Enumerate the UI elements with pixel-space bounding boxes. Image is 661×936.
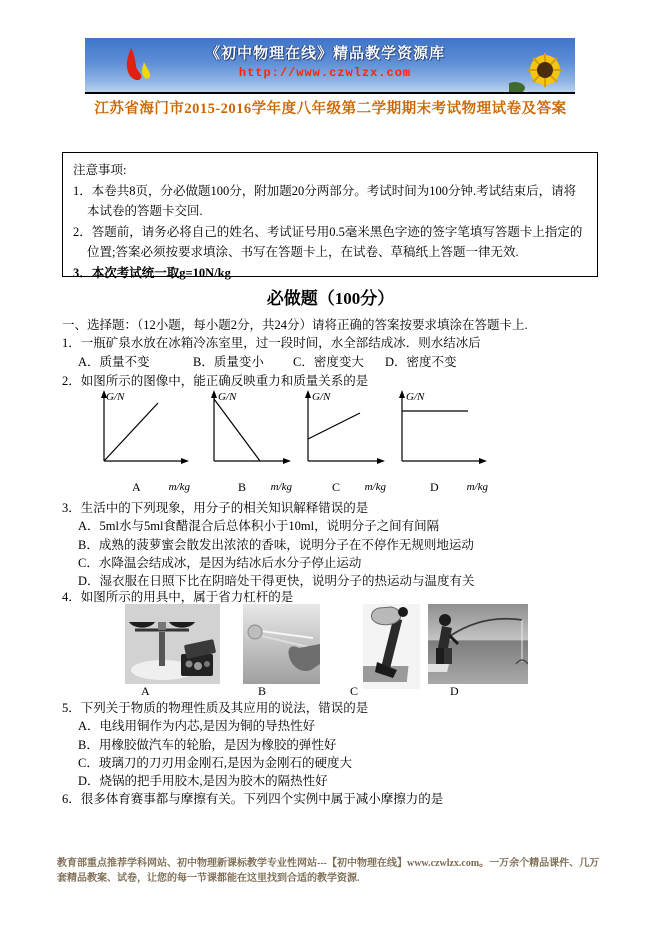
graph-b-y-axis-label: G/N xyxy=(218,391,237,403)
banner-texts xyxy=(175,42,475,80)
question-3-stem: 3．生活中的下列现象，用分子的相关知识解释错误的是 xyxy=(62,501,369,515)
q4-image-d-label: D xyxy=(450,684,459,698)
question-1-options xyxy=(62,352,582,368)
q4-image-a-label: A xyxy=(141,684,150,698)
graph-b-falling-line xyxy=(200,389,292,495)
page-title: 江苏省海门市2015-2016学年度八年级第二学期期末考试物理试卷及答案 xyxy=(94,101,567,117)
section-heading: 必做题（100分） xyxy=(266,289,395,308)
question-4-stem: 4．如图所示的用具中，属于省力杠杆的是 xyxy=(62,590,294,604)
graph-c-letter: C xyxy=(332,480,341,494)
question-5-stem: 5．下列关于物质的物理性质及其应用的说法，错误的是 xyxy=(62,701,369,715)
graph-c-y-axis-label: G/N xyxy=(312,391,331,403)
notice-item-3: 3．本次考试统一取g=10N/kg xyxy=(73,265,231,280)
question-2-graphs xyxy=(88,389,508,495)
q5-option-b: B．用橡胶做汽车的轮胎，是因为橡胶的弹性好 xyxy=(78,737,337,752)
q1-option-b: B．质量变小 xyxy=(193,355,264,369)
graph-a-proportional-line xyxy=(88,389,190,495)
brand-flame-icon xyxy=(117,44,161,88)
question-1-stem: 1．一瓶矿泉水放在冰箱冷冻室里，过一段时间，水全部结成冰．则水结冰后 xyxy=(62,336,481,350)
question-5 xyxy=(62,699,368,790)
header-divider xyxy=(85,92,575,94)
graph-a-letter: A xyxy=(132,480,141,494)
question-3 xyxy=(62,499,475,590)
notice-item-2: 2．答题前，请务必将自己的姓名、考试证号用0.5毫米黑色字迹的签字笔填写答题卡上指定的位置;答案必须按要求填涂、书写在答题卡上，在试卷、草稿纸上答题一律无效. xyxy=(73,224,583,259)
fishing-rod-image xyxy=(428,604,528,684)
graph-a-x-axis-label: m/kg xyxy=(168,481,190,493)
brand-title: 《初中物理在线》精品教学资源库 xyxy=(204,46,445,62)
q4-image-b-label: B xyxy=(258,684,267,698)
q5-option-d: D．烧锅的把手用胶木,是因为胶木的隔热性好 xyxy=(78,774,328,789)
q3-option-d: D．湿衣服在日照下比在阴暗处干得更快，说明分子的热运动与温度有关 xyxy=(78,574,475,589)
footer-promo-text: 教育部重点推荐学科网站、初中物理新课标教学专业性网站---【初中物理在线】www.czwlzx.com。一万余个精品课件、几万套精品教案、试卷，让您的每一节课都能在这里找到合适的教学资源. xyxy=(57,858,600,884)
graph-b-letter: B xyxy=(238,480,247,494)
chopsticks-image xyxy=(243,604,320,684)
q1-option-c: C．密度变大 xyxy=(293,355,364,369)
graph-b-x-axis-label: m/kg xyxy=(270,481,292,493)
q5-option-c: C．玻璃刀的刀刃用金刚石,是因为金刚石的硬度大 xyxy=(78,755,352,770)
graph-d-letter: D xyxy=(430,480,439,494)
q3-option-c: C．水降温会结成冰，是因为结冰后水分子停止运动 xyxy=(78,555,362,570)
q4-image-c-label: C xyxy=(350,684,359,698)
q5-option-a: A．电线用铜作为内芯,是因为铜的导热性好 xyxy=(78,719,316,734)
q1-option-a: A．质量不变 xyxy=(78,355,150,369)
notice-box xyxy=(62,152,598,280)
question-6-stem: 6．很多体育赛事都与摩擦有关。下列四个实例中属于减小摩擦力的是 xyxy=(62,792,444,806)
q1-option-d: D．密度不变 xyxy=(385,355,457,369)
graph-d-x-axis-label: m/kg xyxy=(466,481,488,493)
graph-d-horizontal-line xyxy=(388,389,488,495)
graph-d-y-axis-label: G/N xyxy=(406,391,425,403)
brand-url: http://www.czwlzx.com xyxy=(238,66,412,80)
notice-heading: 注意事项: xyxy=(73,163,127,177)
q3-option-a: A．5ml水与5ml食醋混合后总体积小于10ml，说明分子之间有间隔 xyxy=(78,519,440,534)
q3-option-b: B．成熟的菠萝蜜会散发出浓浓的香味，说明分子在不停作无规则地运动 xyxy=(78,537,474,552)
graph-c-line-with-intercept xyxy=(294,389,386,495)
site-banner xyxy=(85,38,575,92)
graph-a-y-axis-label: G/N xyxy=(106,391,125,403)
sunflower-icon xyxy=(509,50,567,92)
balance-scale-image xyxy=(125,604,220,684)
claw-hammer-image xyxy=(363,604,420,689)
graph-c-x-axis-label: m/kg xyxy=(364,481,386,493)
notice-item-1: 1．本卷共8页，分必做题100分，附加题20分两部分。考试时间为100分钟.考试结束后，请将本试卷的答题卡交回. xyxy=(73,183,577,218)
question-2-stem: 2．如图所示的图像中，能正确反映重力和质量关系的是 xyxy=(62,374,369,388)
section-intro: 一、选择题：（12小题，每小题2分，共24分）请将正确的答案按要求填涂在答题卡上. xyxy=(62,318,528,332)
